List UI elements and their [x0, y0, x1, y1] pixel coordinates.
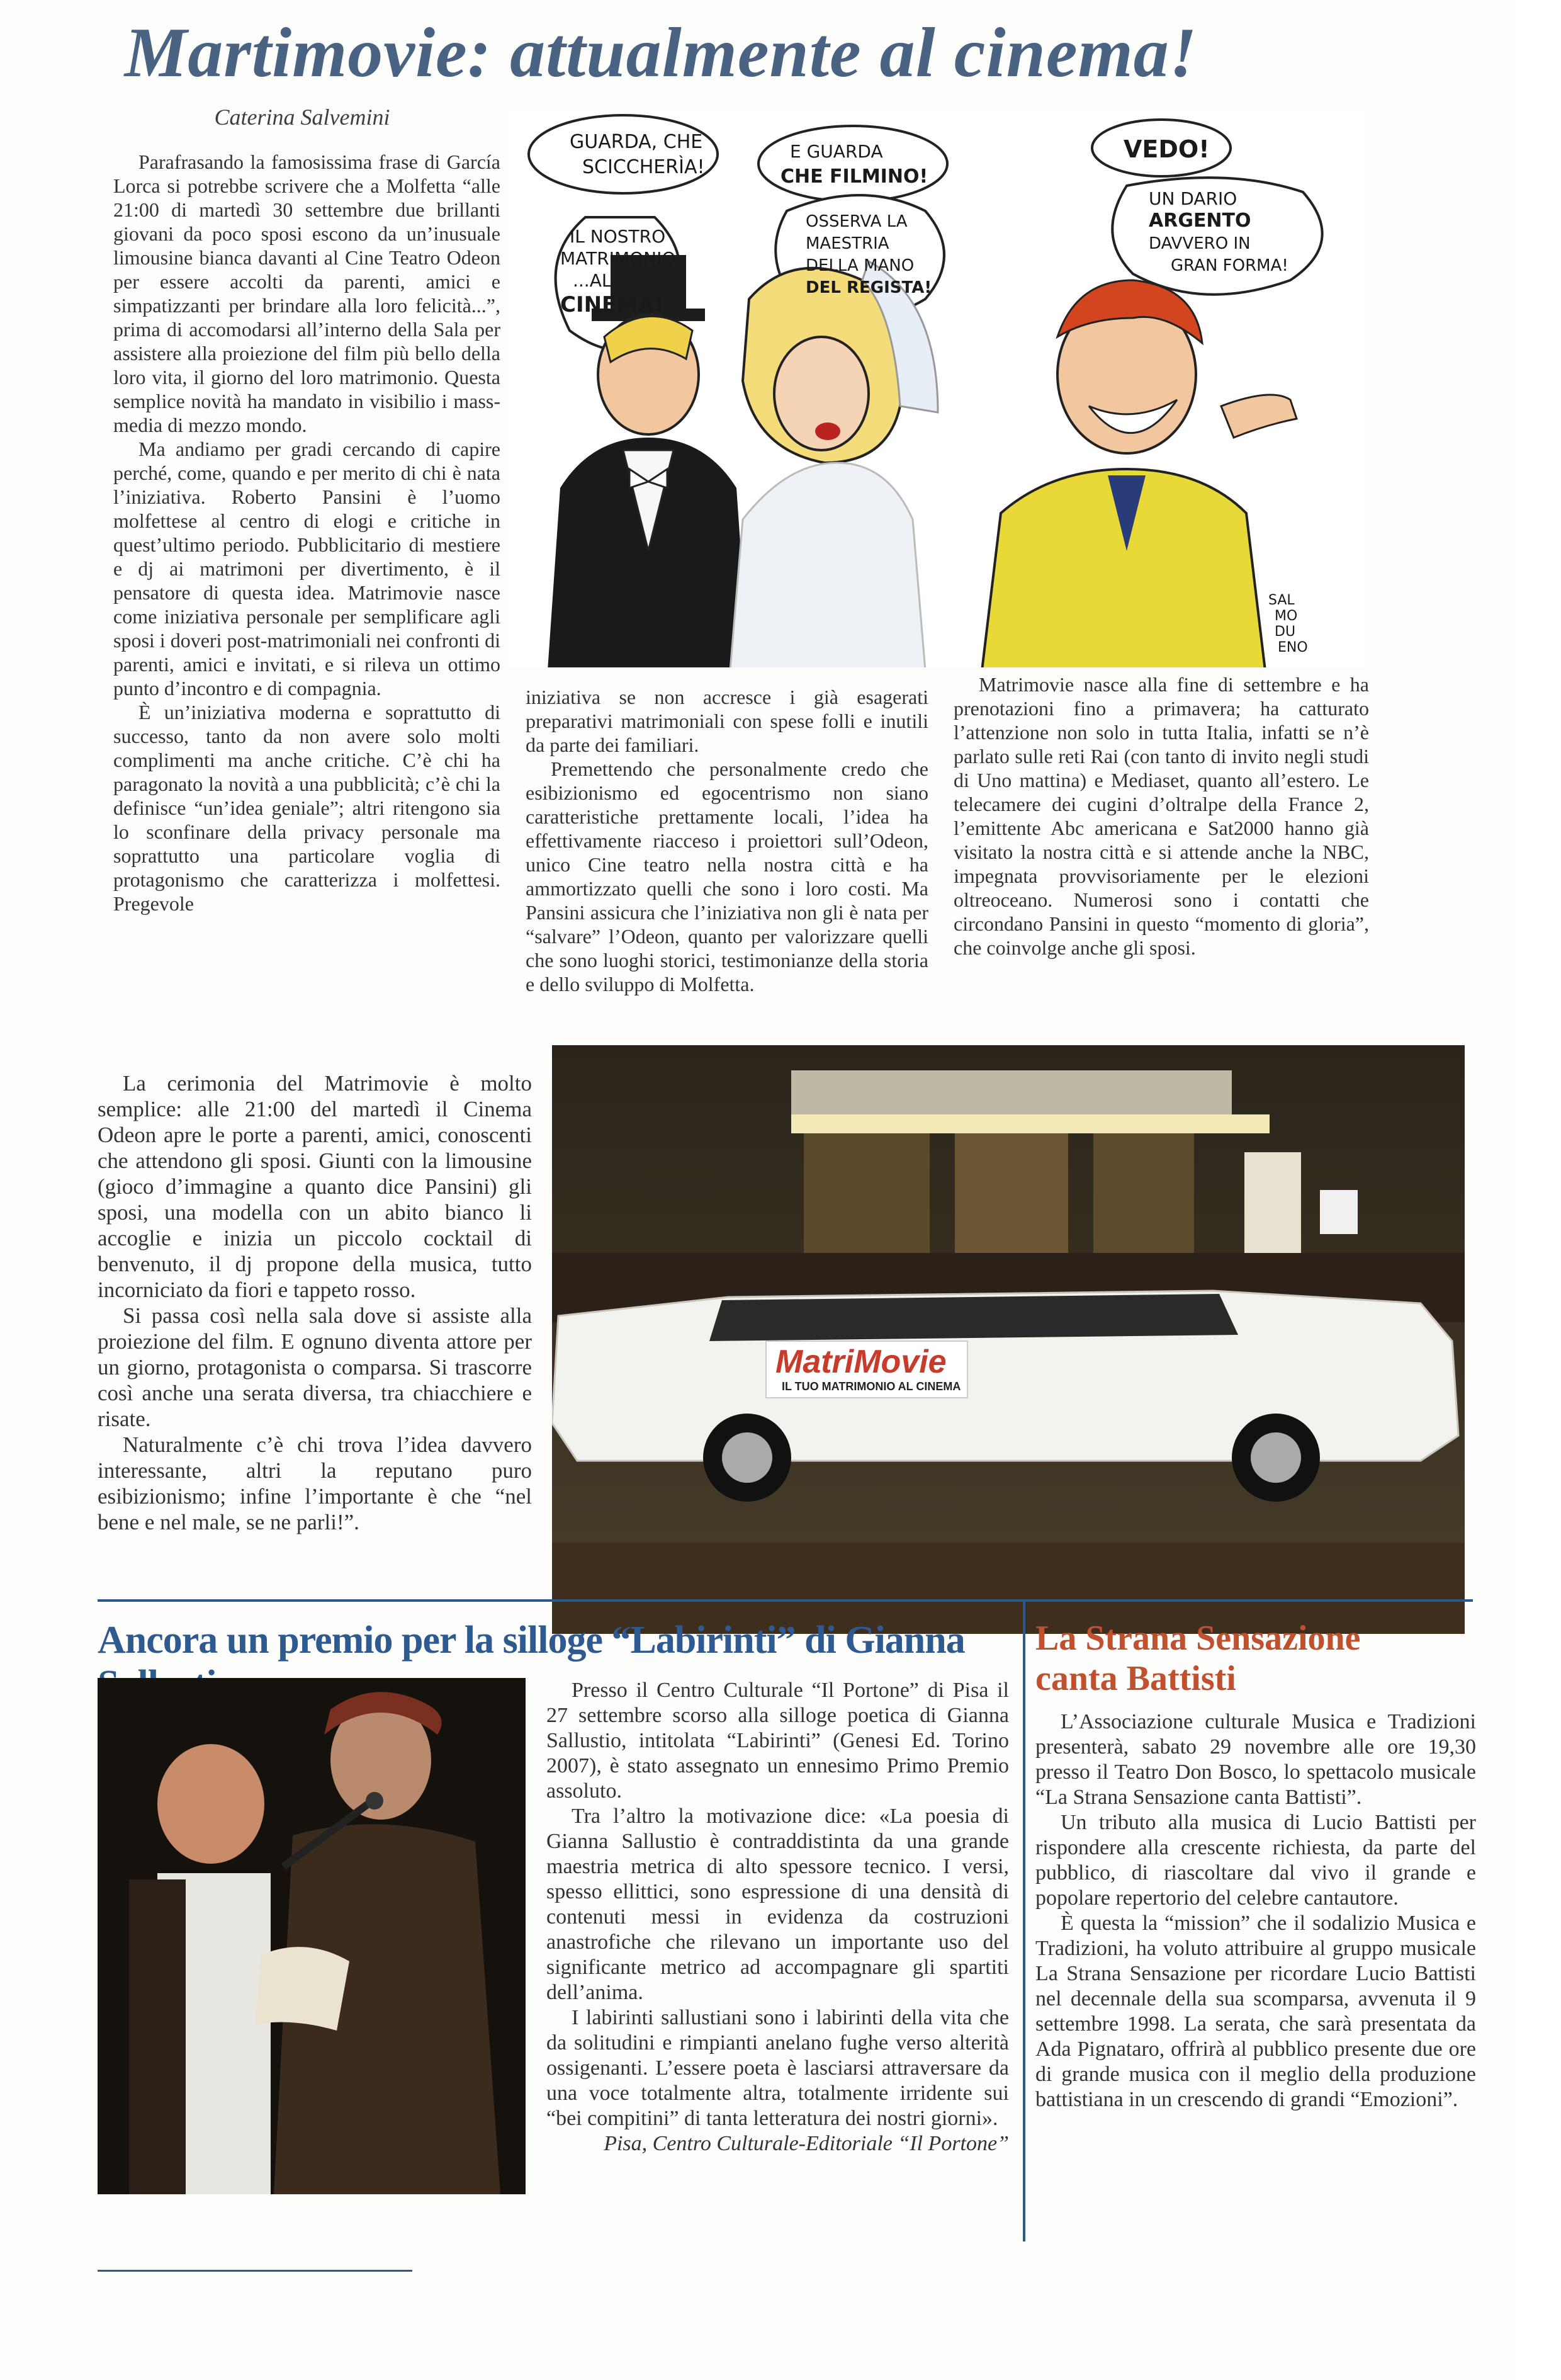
- paragraph: Ma andiamo per gradi cercando di capire perché, come, quando e per merito di chi è nata l’iniziativa. Roberto Pansini è l’uomo molfettese al centro di elogi e critiche in quest’ultimo periodo. Pubblicitario di mestiere e dj ai matrimoni per divertimento, è il pensatore di questa idea. Matrimovie nasce come iniziativa personale per semplificare agli sposi i doveri post-matrimoniali nei confronti di parenti, amici e invitati, e si rileva un ottimo punto d’incontro e di compagnia.: [113, 438, 501, 700]
- article-title: Martimovie: attualmente al cinema!: [124, 14, 1198, 92]
- article3-title: La Strana Sensazione canta Battisti: [1035, 1619, 1361, 1698]
- paragraph: Presso il Centro Culturale “Il Portone” di Pisa il 27 settembre scorso alla silloge poetica di Gianna Sallustio, intitolata “Labirinti” (Genesi Ed. Torino 2007), è stato assegnato un ennesimo Primo Premio assoluto.: [546, 1679, 1009, 1803]
- award-photo: [98, 1678, 526, 2194]
- bubble-text: SCICCHERÌA!: [582, 156, 705, 178]
- bubble-text: VEDO!: [1124, 135, 1210, 163]
- article-column-1: [113, 150, 500, 915]
- award-photo-drawing: [98, 1678, 526, 2194]
- author-byline: Caterina Salvemini: [214, 105, 390, 130]
- paragraph: Si passa così nella sala dove si assiste alla proiezione del film. E ognuno diventa attore per un giorno, protagonista o comparsa. Si trascorre così anche una serata diversa, tra chiacchiere e risate.: [98, 1303, 532, 1431]
- limousine-photo: [552, 1045, 1465, 1634]
- paragraph: Premettendo che personalmente credo che esibizionismo ed egocentrismo non siano caratteristiche prettamente locali, l’idea ha effettivamente riacceso i proiettori sull’Odeon, unico Cine teatro nella nostra città e ha ammortizzato quelli che sono i loro costi. Ma Pansini assicura che l’iniziativa non gli è nata per “salvare” l’Odeon, quanto per valorizzare quelli che sono luoghi storici, testimonianze della storia e dello sviluppo di Molfetta.: [526, 757, 928, 995]
- article2-signoff: Pisa, Centro Culturale-Editoriale “Il Portone”: [604, 2132, 1009, 2155]
- bride-figure: [730, 261, 938, 667]
- paragraph: Parafrasando la famosissima frase di García Lorca si potrebbe scrivere che a Molfetta “alle 21:00 di martedì 30 settembre due brillanti giovani da poco sposi escono da un’inusuale limousine bianca davanti al Cine Teatro Odeon per essere accolti da parenti, amici e simpatizzanti per brindare alla loro felicità...”, prima di accomodarsi all’interno della Sala per assistere alla proiezione del film più bello della loro vita, il giorno del loro matrimonio. Questa semplice novità ha mandato in visibilio i mass-media di mezzo mondo.: [113, 150, 500, 436]
- paragraph: L’Associazione culturale Musica e Tradizioni presenterà, sabato 29 novembre alle ore 19,30 presso il Teatro Don Bosco, lo spettacolo musicale “La Strana Sensazione canta Battisti”.: [1035, 1710, 1476, 1809]
- bubble-text: IL NOSTRO: [570, 226, 666, 247]
- limousine-photo-drawing: [552, 1045, 1465, 1634]
- cartoon-signature: SAL: [1268, 592, 1295, 608]
- bubble-text: UN DARIO: [1149, 188, 1237, 209]
- article2-body: [546, 1678, 1009, 2156]
- bubble-text: MATRIMONIO: [560, 248, 676, 269]
- paragraph: Un tributo alla musica di Lucio Battisti per rispondere alla crescente richiesta, da parte del pubblico, di riascoltare dal vivo il grande e popolare repertorio del celebre cantautore.: [1035, 1811, 1476, 1910]
- article2-title: Ancora un premio per la silloge “Labirinti” di Gianna: [98, 1619, 965, 1662]
- paragraph: Tra l’altro la motivazione dice: «La poesia di Gianna Sallustio è contraddistinta da una grande maestria metrica di alto spessore tecnico. I versi, spesso ellittici, sono espressione di una densità di contenuti messi in evidenza da costruzioni anastrofiche che rilevano un importante uso del significante metrico ad accompagnare gli spartiti dell’anima.: [546, 1805, 1009, 2004]
- bubble-text: OSSERVA LA: [806, 212, 908, 231]
- paragraph: I labirinti sallustiani sono i labirinti della vita che da solitudini e rimpianti anelano fughe verso alterità ossigenanti. L’essere poeta è lasciarsi attraversare da una voce totalmente altra, totalmente irridente sui “bei compitini” di tanta letteratura dei nostri giorni».: [546, 2006, 1009, 2130]
- paragraph: Naturalmente c’è chi trova l’idea davvero interessante, altri la reputano puro esibizionismo; infine l’importante è che “nel bene e nel male, se ne parli!”.: [98, 1432, 532, 1534]
- bottom-divider: [98, 2270, 412, 2272]
- paragraph: Matrimovie nasce alla fine di settembre e ha prenotazioni fino a primavera; ha catturato l’attenzione non solo in tutta Italia, infatti se n’è parlato sulle reti Rai (con tanto di invito negli studi di Uno mattina) e Mediaset, quanto all’estero. Le telecamere dei cugini d’oltralpe della France 2, l’emittente Abc americana e Sat2000 hanno già visitato la nostra città e si attende anche la NBC, impegnata provvisoriamente per le elezioni oltreoceano. Numerosi sono i contatti che circondano Pansini in questo “momento di gloria”, che coinvolge anche gli sposi.: [954, 673, 1369, 959]
- page-margin: [1517, 0, 1561, 2380]
- bubble-text: DEL REGISTA!: [806, 278, 932, 297]
- bubble-text: CHE FILMINO!: [780, 166, 928, 188]
- cartoon-illustration: [510, 110, 1366, 667]
- cartoon-signature: DU: [1275, 624, 1296, 640]
- article-column-4: [98, 1070, 532, 1535]
- paragraph: iniziativa se non accresce i già esagerati preparativi matrimoniali con spese folli e inutili da parte dei familiari.: [526, 686, 928, 756]
- bubble-text: GUARDA, CHE: [570, 131, 703, 153]
- limo-sign-subtext: IL TUO MATRIMONIO AL CINEMA: [782, 1380, 961, 1393]
- cartoon-signature: ENO: [1278, 640, 1308, 655]
- limo-sign-text: MatriMovie: [775, 1344, 947, 1380]
- article-column-3: [954, 672, 1369, 960]
- bubble-text: DELLA MANO: [806, 256, 915, 275]
- speech-bubble: [758, 126, 947, 201]
- article3-body: [1035, 1709, 1476, 2112]
- bubble-text: ARGENTO: [1149, 210, 1251, 232]
- bubble-text: ...AL: [573, 270, 612, 291]
- paragraph: È un’iniziativa moderna e soprattutto di successo, tanto da non avere solo molti complimenti ma anche critiche. C’è chi ha paragonato la novità a una pubblicità; c’è chi la definisce “un’idea geniale”; altri ritengono sia lo sconfinare della privacy personale ma soprattutto una particolare voglia di protagonismo che caratterizza i molfettesi. Pregevole: [113, 701, 500, 915]
- cartoon-drawing: [510, 110, 1366, 667]
- paragraph: È questa la “mission” che il sodalizio Musica e Tradizioni, ha voluto attribuire al gruppo musicale La Strana Sensazione per ricordare Lucio Battisti nel decennale della sua scomparsa, avvenuta il 9 settembre 1998. La serata, che sarà presentata da Ada Pignataro, offrirà al pubblico presente due ore di grande musica con il meglio della produzione battistiana in un crescendo di grandi “Emozioni”.: [1035, 1912, 1476, 2111]
- bubble-text: CINEMA!: [560, 292, 664, 317]
- article-column-2: [526, 685, 928, 996]
- bubble-text: MAESTRIA: [806, 234, 889, 253]
- bubble-text: E GUARDA: [790, 141, 883, 162]
- speech-bubble: [529, 115, 718, 193]
- section-divider: [98, 1599, 1473, 1602]
- cartoon-signature: MO: [1275, 608, 1298, 624]
- paragraph: La cerimonia del Matrimovie è molto semplice: alle 21:00 del martedì il Cinema Odeon apre le porte a parenti, amici, conoscenti che attendono gli sposi. Giunti con la limousine (gioco d’immagine a quanto dice Pansini) gli sposi, una modella con un abito bianco li accoglie e inizia un piccolo cocktail di benvenuto, il dj propone della musica, tutto incorniciato da fiori e tappeto rosso.: [98, 1071, 532, 1302]
- bubble-text: GRAN FORMA!: [1171, 256, 1288, 275]
- column-divider: [1023, 1599, 1025, 2241]
- bubble-text: DAVVERO IN: [1149, 234, 1251, 253]
- director-figure: [982, 280, 1297, 667]
